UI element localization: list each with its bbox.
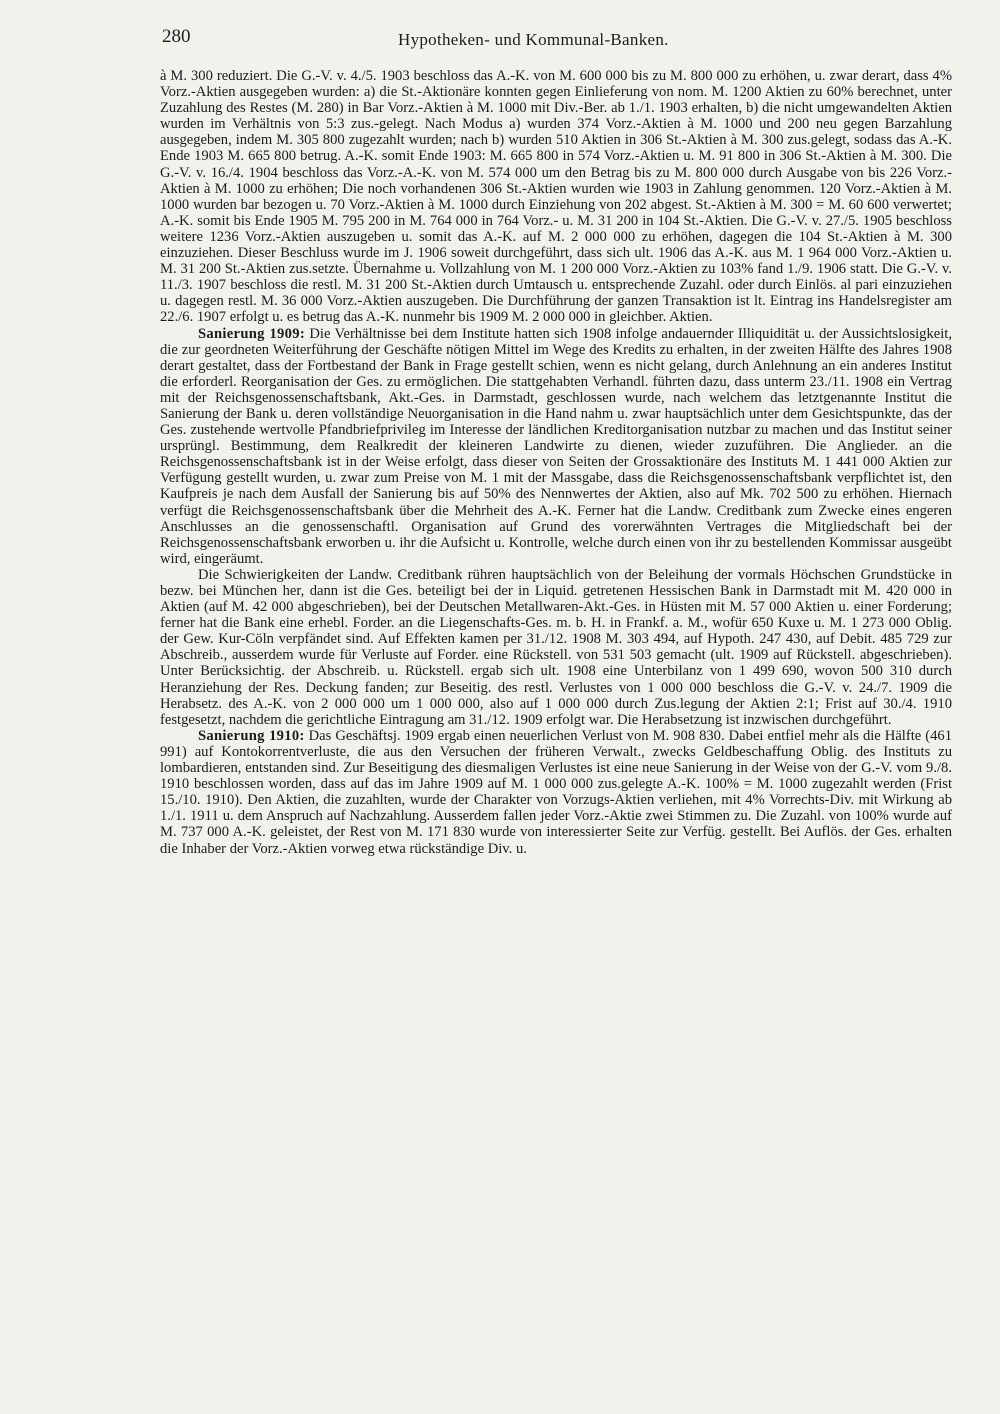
paragraph-sanierung-1909 — [160, 326, 952, 567]
section-heading-sanierung-1909: Sanierung 1909: — [198, 325, 305, 342]
paragraph-text: Die Verhältnisse bei dem Institute hatten sich 1908 infolge andauernder Illiquidität u. der Aussichtslosigkeit, die zur geordneten Weiterführung der Geschäfte nötigen Mittel im Wege des Kredits zu erhalten, in der zweiten Hälfte des Jahres 1908 derart gestaltet, dass der Fortbestand der Bank in Frage gestellt schien, wenn es nicht gelang, durch Anlehnung an ein anderes Institut die erforderl. Reorganisation der Ges. zu ermöglichen. Die stattgehabten Verhandl. führten dazu, dass unterm 23./11. 1908 ein Vertrag mit der Reichsgenossenschaftsbank, Akt.-Ges. in Darmstadt, geschlossen wurde, nach welchem das letztgenannte Institut die Sanierung der Bank u. deren vollständige Neuorganisation in die Hand nahm u. zwar hauptsächlich unter dem Gesichtspunkte, das der Ges. zustehende wertvolle Pfandbriefprivileg im Interesse der ländlichen Kreditorganisation nutzbar zu machen und das Institut seiner ursprüngl. Bestimmung, dem Realkredit der kleineren Landwirte zu dienen, wieder zuzuführen. Die Anglieder. an die Reichsgenossenschaftsbank ist in der Weise erfolgt, dass dieser von Seiten der Grossaktionäre des Instituts M. 1 441 000 Aktien zur Verfügung gestellt wurden, u. zwar zum Preise von M. 1 mit der Massgabe, dass die Reichsgenossenschaftsbank verpflichtet ist, den Kaufpreis je nach dem Ausfall der Sanierung bis auf 50% des Nennwertes der Aktien, also auf Mk. 702 500 zu erhöhen. Hiernach verfügt die Reichsgenossenschaftsbank über die Mehrheit des A.-K. Ferner hat die Landw. Creditbank zum Zwecke eines engeren Anschlusses an die genossenschaftl. Organisation auf Grund des vorerwähnten Vertrages die Mitgliedschaft bei der Reichsgenossenschaftsbank erworben u. ihr die Aufsicht u. Kontrolle, welche durch einen von ihr zu bestellenden Kommissar ausgeübt wird, eingeräumt. — [160, 325, 952, 567]
section-heading-sanierung-1910: Sanierung 1910: — [198, 727, 305, 744]
paragraph-sanierung-1910 — [160, 728, 952, 857]
page-header — [162, 26, 952, 56]
running-title: Hypotheken- und Kommunal-Banken. — [398, 30, 669, 49]
paragraph-capital-history: à M. 300 reduziert. Die G.-V. v. 4./5. 1903 beschloss das A.-K. von M. 600 000 bis zu M. 800 000 zu erhöhen, u. zwar derart, dass 4% Vorz.-Aktien ausgegeben wurden: a) die St.-Aktionäre konnten gegen Einlieferung von nom. M. 1200 Aktien zu 60% berechnet, unter Zuzahlung des Restes (M. 280) in Bar Vorz.-Aktien à M. 1000 mit Div.-Ber. ab 1./1. 1903 erhalten, b) die nicht umgewandelten Aktien wurden im Verhältnis von 5:3 zus.-gelegt. Nach Modus a) wurden 374 Vorz.-Aktien à M. 1000 und 200 neu gegen Barzahlung ausgegeben, indem M. 305 800 zugezahlt wurden; nach b) wurden 510 Aktien in 306 St.-Aktien à M. 300 zus.gelegt, sodass das A.-K. Ende 1903 M. 665 800 betrug. A.-K. somit Ende 1903: M. 665 800 in 574 Vorz.-Aktien u. M. 91 800 in 306 St.-Aktien à M. 300. Die G.-V. v. 16./4. 1904 beschloss das Vorz.-A.-K. von M. 574 000 um den Betrag bis zu M. 800 000 durch Ausgabe von bis 226 Vorz.-Aktien à M. 1000 zu erhöhen; Die noch vorhandenen 306 St.-Aktien wurden wie 1903 in Zahlung genommen. 120 Vorz.-Aktien à M. 1000 wurden bar bezogen u. 70 Vorz.-Aktien à M. 1000 durch Einziehung von 202 abgest. St.-Aktien à M. 300 = M. 60 600 verwertet; A.-K. somit bis Ende 1905 M. 795 200 in M. 764 000 in 764 Vorz.- u. M. 31 200 in 104 St.-Aktien. Die G.-V. v. 27./5. 1905 beschloss weitere 1236 Vorz.-Aktien auszugeben u. somit das A.-K. auf M. 2 000 000 zu erhöhen, dagegen die 104 St.-Aktien à M. 300 einzuziehen. Dieser Beschluss wurde im J. 1906 soweit durchgeführt, dass sich ult. 1906 das A.-K. aus M. 1 964 000 Vorz.-Aktien u. M. 31 200 St.-Aktien zus.setzte. Übernahme u. Vollzahlung von M. 1 200 000 Vorz.-Aktien zu 103% fand 1./9. 1906 statt. Die G.-V. v. 11./3. 1907 beschloss die restl. M. 31 200 St.-Aktien durch Umtausch u. entsprechende Zuzahl. oder durch Einlös. al pari einzuziehen u. dagegen restl. M. 36 000 Vorz.-Aktien auszugeben. Die Durchführung der ganzen Transaktion ist lt. Eintrag ins Handelsregister am 22./6. 1907 erfolgt u. es betrug das A.-K. nunmehr bis 1909 M. 2 000 000 in gleichber. Aktien. — [160, 68, 952, 326]
paragraph-text: Das Geschäftsj. 1909 ergab einen neuerlichen Verlust von M. 908 830. Dabei entfiel mehr als die Hälfte (461 991) auf Kontokorrentverluste, die aus den Versuchen der früheren Verwalt., zwecks Geldbeschaffung Oblig. des Instituts zu lombardieren, entstanden sind. Zur Beseitigung des diesmaligen Verlustes ist eine neue Sanierung in der Weise von der G.-V. vom 9./8. 1910 beschlossen worden, dass auf das im Jahre 1909 auf M. 1 000 000 zus.gelegte A.-K. 100% = M. 1000 zugezahlt werden (Frist 15./10. 1910). Den Aktien, die zuzahlten, wurde der Charakter von Vorzugs-Aktien verliehen, mit 4% Vorrechts-Div. mit Wirkung ab 1./1. 1911 u. dem Anspruch auf Nachzahlung. Ausserdem fallen jeder Vorz.-Aktie zwei Stimmen zu. Die Zuzahl. von 100% wurde auf M. 737 000 A.-K. geleistet, der Rest von M. 171 830 wurde von interessierter Seite zur Verfüg. gestellt. Bei Auflös. der Ges. erhalten die Inhaber der Vorz.-Aktien vorweg etwa rückständige Div. u. — [160, 727, 952, 857]
page-number: 280 — [162, 26, 191, 47]
body-text — [160, 68, 952, 1398]
paragraph-difficulties: Die Schwierigkeiten der Landw. Creditbank rühren hauptsächlich von der Beleihung der vormals Höchschen Grundstücke in bezw. bei München her, dann ist die Ges. beteiligt bei der in Liquid. getretenen Hessischen Bank in Darmstadt mit M. 420 000 in Aktien (auf M. 42 000 abgeschrieben), bei der Deutschen Metallwaren-Akt.-Ges. in Hüsten mit M. 57 000 Aktien u. einer Forderung; ferner hat die Bank eine erhebl. Forder. an die Liegenschafts-Ges. m. b. H. in Frankf. a. M., wofür 650 Kuxe u. M. 1 273 000 Oblig. der Gew. Kur-Cöln verpfändet sind. Auf Effekten kamen per 31./12. 1908 M. 303 494, auf Hypoth. 247 430, auf Debit. 485 729 zur Abschreib., ausserdem wurde für Verluste auf Forder. eine Rückstell. von 531 503 gemacht (ult. 1909 auf Rückstell. abgeschrieben). Unter Berücksichtig. der Abschreib. u. Rückstell. ergab sich ult. 1908 eine Unterbilanz von 1 499 690, wovon 500 310 durch Heranziehung der Res. Deckung fanden; zur Beseitig. des restl. Verlustes von 1 000 000 beschloss die G.-V. v. 24./7. 1909 die Herabsetz. des A.-K. von 2 000 000 um 1 000 000, also auf 1 000 000 durch Zus.legung der Aktien 2:1; Frist auf 30./4. 1910 festgesetzt, nachdem die gerichtliche Eintragung am 31./12. 1909 erfolgt war. Die Herabsetzung ist inzwischen durchgeführt. — [160, 566, 952, 728]
